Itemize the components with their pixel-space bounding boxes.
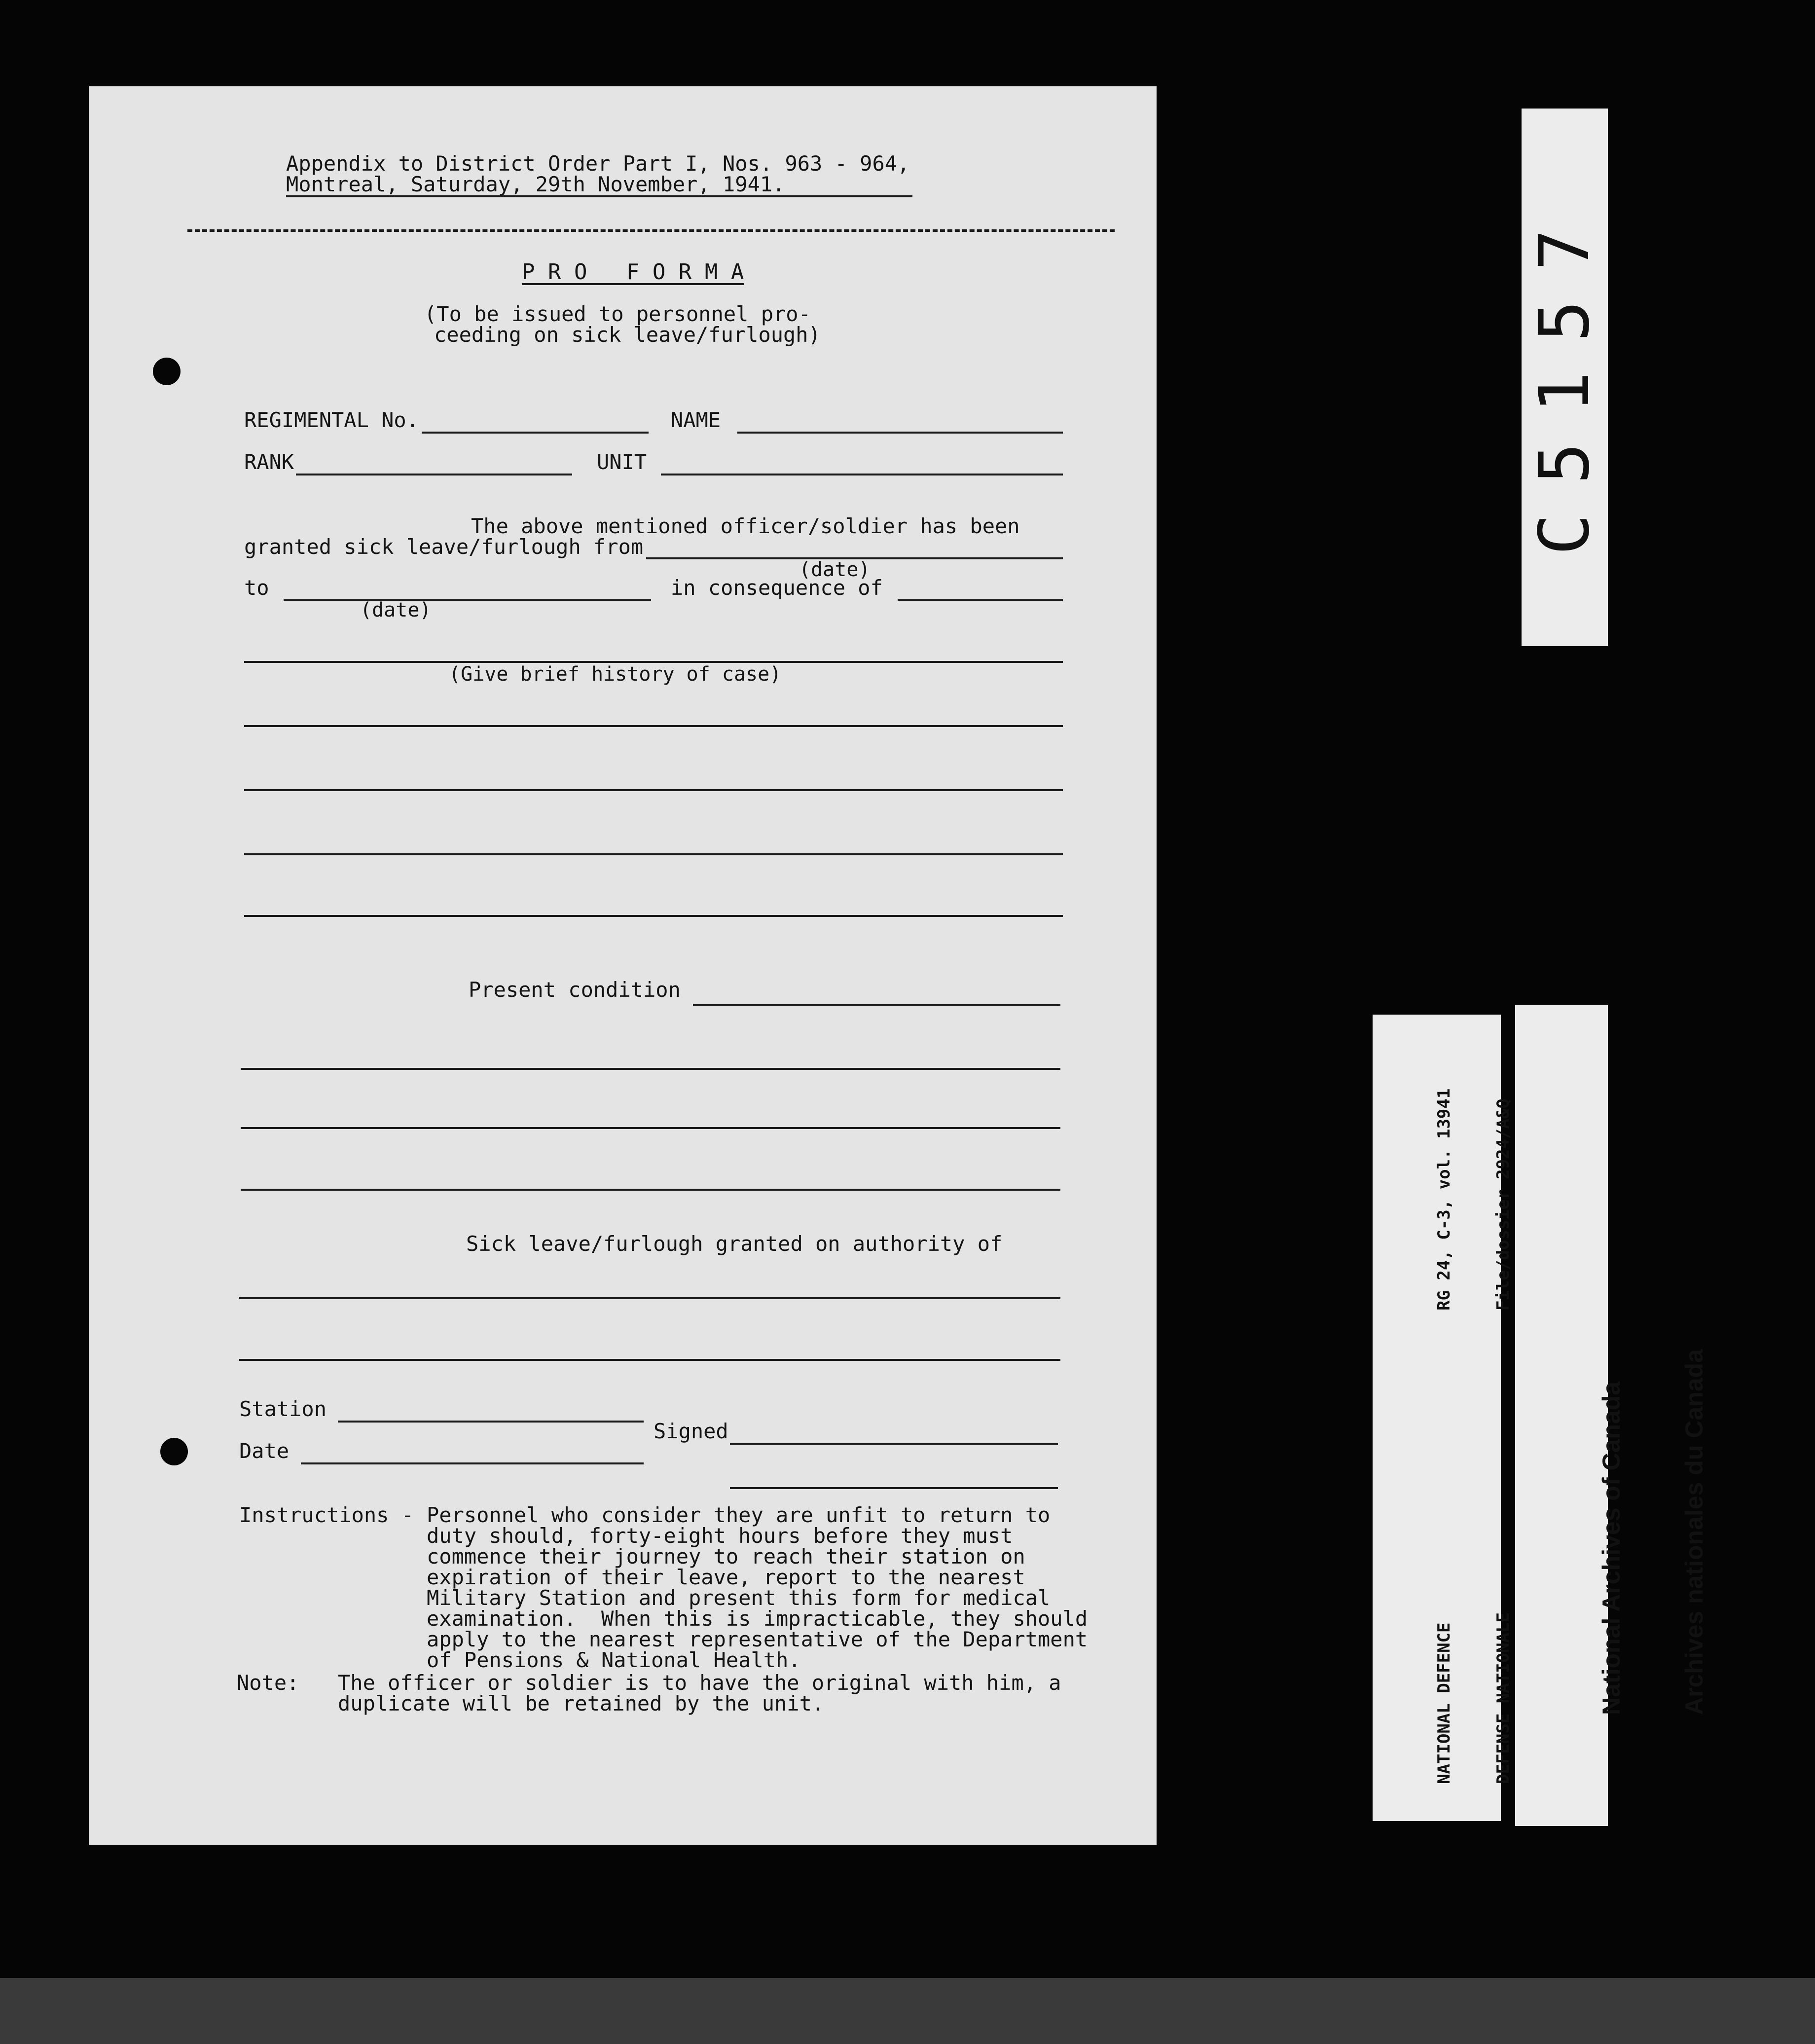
label-signed: Signed bbox=[653, 1419, 728, 1443]
field-condition-line-2[interactable] bbox=[241, 1127, 1060, 1129]
instructions-line: Personnel who consider they are unfit to return to bbox=[427, 1503, 1051, 1527]
reference-label-strip bbox=[1373, 1015, 1513, 1821]
subtitle-line-1: (To be issued to personnel pro- bbox=[424, 302, 811, 326]
appendix-line-1: Appendix to District Order Part I, Nos. 963 - 964, bbox=[286, 151, 910, 176]
field-station[interactable] bbox=[338, 1421, 644, 1423]
field-signature-line-2[interactable] bbox=[730, 1487, 1058, 1489]
scanner-bottom-band bbox=[0, 1978, 1815, 2044]
label-present-condition: Present condition bbox=[469, 978, 681, 1002]
instructions-line: duty should, forty-eight hours before they must bbox=[427, 1524, 1013, 1548]
field-regimental-no[interactable] bbox=[422, 432, 649, 434]
field-history-line-3[interactable] bbox=[244, 789, 1063, 791]
field-history-line-5[interactable] bbox=[244, 915, 1063, 917]
field-signature[interactable] bbox=[730, 1443, 1058, 1445]
label-station: Station bbox=[239, 1397, 327, 1421]
field-unit[interactable] bbox=[661, 474, 1063, 475]
note-label: Note: bbox=[237, 1671, 299, 1695]
field-authority-line-2[interactable] bbox=[239, 1359, 1060, 1361]
subtitle-line-2: ceeding on sick leave/furlough) bbox=[434, 323, 821, 347]
field-present-condition[interactable] bbox=[693, 1004, 1060, 1006]
archives-label-strip bbox=[1515, 1005, 1708, 1826]
granted-line-1: The above mentioned officer/soldier has been bbox=[471, 514, 1020, 538]
hint-to-date: (date) bbox=[360, 599, 432, 621]
form-title: P R O F O R M A bbox=[522, 259, 744, 285]
label-to: to bbox=[244, 576, 269, 600]
instructions-line: commence their journey to reach their station on bbox=[427, 1544, 1025, 1569]
instructions-label: Instructions - bbox=[239, 1503, 414, 1527]
field-in-consequence[interactable] bbox=[898, 599, 1063, 601]
label-date: Date bbox=[239, 1439, 290, 1463]
reference-line-1: RG 24, C-3, vol. 13941 bbox=[1434, 1088, 1454, 1311]
punch-hole-top bbox=[153, 358, 181, 385]
instructions-line: expiration of their leave, report to the nearest bbox=[427, 1565, 1025, 1589]
note-line: duplicate will be retained by the unit. bbox=[338, 1691, 825, 1716]
instructions-line: Military Station and present this form for medical bbox=[427, 1586, 1051, 1610]
hint-from-date: (date) bbox=[799, 558, 871, 581]
label-authority: Sick leave/furlough granted on authority of bbox=[466, 1232, 1003, 1256]
appendix-line-2: Montreal, Saturday, 29th November, 1941. bbox=[286, 174, 912, 197]
frame-number-tab bbox=[1522, 109, 1608, 646]
label-in-consequence: in consequence of bbox=[671, 576, 883, 600]
instructions-line: of Pensions & National Health. bbox=[427, 1648, 801, 1672]
field-history-line-2[interactable] bbox=[244, 725, 1063, 727]
label-unit: UNIT bbox=[597, 450, 647, 474]
department-line-1: NATIONAL DEFENCE bbox=[1434, 1622, 1454, 1784]
archives-line-2: Archives nationales du Canada bbox=[1680, 1349, 1708, 1715]
archives-logo-text bbox=[1542, 1349, 1763, 1715]
instructions-line: apply to the nearest representative of the Department bbox=[427, 1627, 1088, 1651]
punch-hole-bottom bbox=[160, 1438, 188, 1465]
frame-number: C5157 bbox=[1525, 199, 1605, 555]
field-name[interactable] bbox=[737, 432, 1063, 434]
department-line-2: DEFENSE NATIONALE bbox=[1493, 1612, 1513, 1784]
separator-dashed-line bbox=[187, 229, 1115, 232]
field-leave-to-date[interactable] bbox=[284, 599, 651, 601]
label-regimental-no: REGIMENTAL No. bbox=[244, 408, 419, 432]
field-date[interactable] bbox=[301, 1462, 644, 1464]
field-authority-line-1[interactable] bbox=[239, 1297, 1060, 1299]
archives-line-1: National Archives of Canada bbox=[1597, 1381, 1625, 1715]
label-name: NAME bbox=[671, 408, 721, 432]
field-rank[interactable] bbox=[296, 474, 572, 475]
note-line: The officer or soldier is to have the original with him, a bbox=[338, 1671, 1061, 1695]
granted-line-2: granted sick leave/furlough from bbox=[244, 535, 644, 559]
instructions-line: examination. When this is impracticable, they should bbox=[427, 1606, 1088, 1631]
label-rank: RANK bbox=[244, 450, 294, 474]
form-sheet bbox=[89, 86, 1157, 1845]
field-condition-line-1[interactable] bbox=[241, 1068, 1060, 1070]
hint-history: (Give brief history of case) bbox=[449, 663, 782, 686]
field-condition-line-3[interactable] bbox=[241, 1189, 1060, 1191]
field-history-line-4[interactable] bbox=[244, 853, 1063, 855]
reference-line-2: File/dossier 2924/A&Q bbox=[1493, 1098, 1513, 1311]
